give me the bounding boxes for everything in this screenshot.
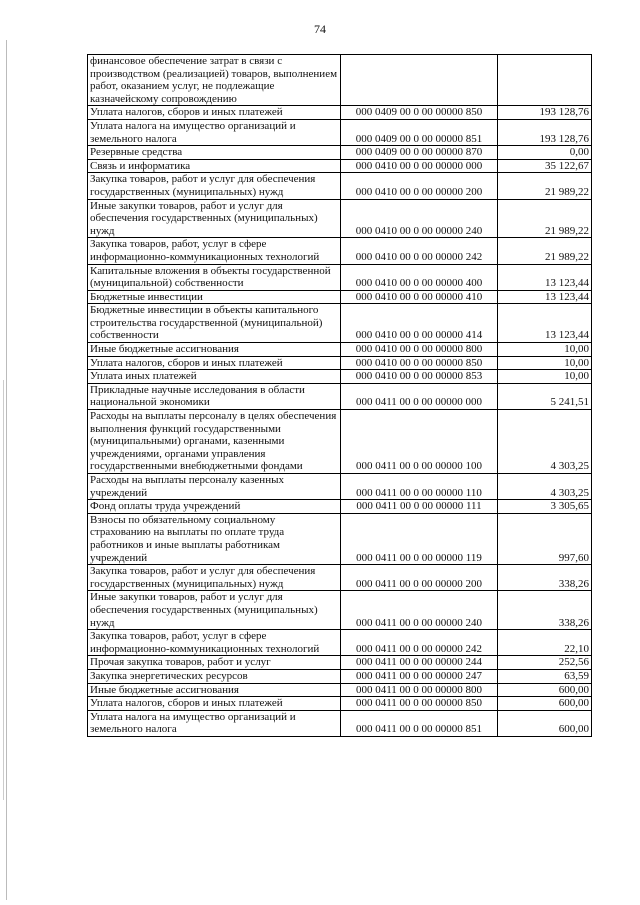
row-sum-cell: 338,26	[498, 565, 592, 591]
row-code-cell: 000 0411 00 0 00 00000 240	[341, 591, 498, 630]
row-sum-cell: 4 303,25	[498, 474, 592, 500]
table-row	[88, 199, 592, 238]
row-sum-cell: 193 128,76	[498, 106, 592, 120]
row-name-cell: финансовое обеспечение затрат в связи с производством (реализацией) товаров, выполнением работ, оказанием услуг, не подлежащие казначейскому сопровождению	[88, 55, 341, 106]
row-sum-cell: 35 122,67	[498, 159, 592, 173]
row-sum-cell: 22,10	[498, 630, 592, 656]
row-name-cell: Иные бюджетные ассигнования	[88, 683, 341, 697]
row-sum-cell: 997,60	[498, 513, 592, 564]
table-row	[88, 55, 592, 106]
table-row	[88, 591, 592, 630]
table-row	[88, 669, 592, 683]
row-sum-cell: 4 303,25	[498, 410, 592, 474]
row-sum-cell: 21 989,22	[498, 173, 592, 199]
row-name-cell: Уплата иных платежей	[88, 370, 341, 384]
row-name-cell: Закупка товаров, работ и услуг для обеспечения государственных (муниципальных) нужд	[88, 565, 341, 591]
row-name-cell: Фонд оплаты труда учреждений	[88, 500, 341, 514]
row-code-cell: 000 0411 00 0 00 00000 100	[341, 410, 498, 474]
row-sum-cell: 252,56	[498, 656, 592, 670]
row-code-cell: 000 0409 00 0 00 00000 850	[341, 106, 498, 120]
row-code-cell: 000 0411 00 0 00 00000 111	[341, 500, 498, 514]
row-code-cell: 000 0410 00 0 00 00000 853	[341, 370, 498, 384]
table-row	[88, 565, 592, 591]
row-name-cell: Закупка товаров, работ и услуг для обеспечения государственных (муниципальных) нужд	[88, 173, 341, 199]
table-row	[88, 370, 592, 384]
row-code-cell: 000 0410 00 0 00 00000 000	[341, 159, 498, 173]
row-code-cell: 000 0410 00 0 00 00000 240	[341, 199, 498, 238]
table-row	[88, 383, 592, 409]
table-row	[88, 106, 592, 120]
row-name-cell: Капитальные вложения в объекты государственной (муниципальной) собственности	[88, 264, 341, 290]
row-sum-cell	[498, 55, 592, 106]
row-sum-cell: 13 123,44	[498, 264, 592, 290]
table-row	[88, 697, 592, 711]
row-sum-cell: 10,00	[498, 343, 592, 357]
row-name-cell: Бюджетные инвестиции	[88, 290, 341, 304]
page-number: 74	[314, 22, 326, 36]
row-code-cell: 000 0411 00 0 00 00000 851	[341, 710, 498, 736]
row-name-cell: Иные бюджетные ассигнования	[88, 343, 341, 357]
row-code-cell: 000 0410 00 0 00 00000 400	[341, 264, 498, 290]
row-sum-cell: 13 123,44	[498, 304, 592, 343]
table-row	[88, 500, 592, 514]
row-name-cell: Иные закупки товаров, работ и услуг для обеспечения государственных (муниципальных) нужд	[88, 199, 341, 238]
budget-table	[87, 54, 592, 737]
row-code-cell: 000 0411 00 0 00 00000 110	[341, 474, 498, 500]
row-name-cell: Расходы на выплаты персоналу в целях обеспечения выполнения функций государственными (муниципальными) органами, казенными учреждениями, органами управления государственными внебюджетными фондами	[88, 410, 341, 474]
table-row	[88, 656, 592, 670]
row-code-cell: 000 0409 00 0 00 00000 851	[341, 119, 498, 145]
table-row	[88, 474, 592, 500]
table-row	[88, 683, 592, 697]
scan-edge-line	[6, 40, 7, 900]
row-name-cell: Резервные средства	[88, 146, 341, 160]
budget-table-body	[88, 55, 592, 737]
row-code-cell: 000 0409 00 0 00 00000 870	[341, 146, 498, 160]
row-sum-cell: 600,00	[498, 697, 592, 711]
row-name-cell: Уплата налогов, сборов и иных платежей	[88, 106, 341, 120]
table-row	[88, 173, 592, 199]
row-code-cell: 000 0411 00 0 00 00000 242	[341, 630, 498, 656]
row-name-cell: Уплата налога на имущество организаций и земельного налога	[88, 119, 341, 145]
row-name-cell: Бюджетные инвестиции в объекты капитального строительства государственной (муниципальной) собственности	[88, 304, 341, 343]
row-sum-cell: 21 989,22	[498, 199, 592, 238]
row-sum-cell: 63,59	[498, 669, 592, 683]
row-name-cell: Прочая закупка товаров, работ и услуг	[88, 656, 341, 670]
row-name-cell: Расходы на выплаты персоналу казенных учреждений	[88, 474, 341, 500]
row-name-cell: Связь и информатика	[88, 159, 341, 173]
row-code-cell: 000 0411 00 0 00 00000 000	[341, 383, 498, 409]
row-sum-cell: 10,00	[498, 356, 592, 370]
row-code-cell: 000 0410 00 0 00 00000 200	[341, 173, 498, 199]
row-code-cell	[341, 55, 498, 106]
row-sum-cell: 600,00	[498, 710, 592, 736]
row-code-cell: 000 0410 00 0 00 00000 242	[341, 238, 498, 264]
row-sum-cell: 5 241,51	[498, 383, 592, 409]
row-sum-cell: 338,26	[498, 591, 592, 630]
row-code-cell: 000 0411 00 0 00 00000 119	[341, 513, 498, 564]
row-name-cell: Иные закупки товаров, работ и услуг для обеспечения государственных (муниципальных) нужд	[88, 591, 341, 630]
row-name-cell: Прикладные научные исследования в области национальной экономики	[88, 383, 341, 409]
table-row	[88, 119, 592, 145]
table-row	[88, 356, 592, 370]
row-name-cell: Закупка товаров, работ, услуг в сфере информационно-коммуникационных технологий	[88, 630, 341, 656]
table-row	[88, 146, 592, 160]
row-sum-cell: 193 128,76	[498, 119, 592, 145]
table-row	[88, 710, 592, 736]
row-code-cell: 000 0410 00 0 00 00000 414	[341, 304, 498, 343]
row-sum-cell: 21 989,22	[498, 238, 592, 264]
row-code-cell: 000 0411 00 0 00 00000 200	[341, 565, 498, 591]
row-code-cell: 000 0410 00 0 00 00000 800	[341, 343, 498, 357]
row-name-cell: Уплата налогов, сборов и иных платежей	[88, 356, 341, 370]
row-code-cell: 000 0410 00 0 00 00000 410	[341, 290, 498, 304]
table-row	[88, 290, 592, 304]
row-code-cell: 000 0411 00 0 00 00000 244	[341, 656, 498, 670]
table-row	[88, 304, 592, 343]
table-row	[88, 513, 592, 564]
table-row	[88, 343, 592, 357]
table-row	[88, 630, 592, 656]
row-sum-cell: 3 305,65	[498, 500, 592, 514]
row-sum-cell: 0,00	[498, 146, 592, 160]
row-code-cell: 000 0411 00 0 00 00000 800	[341, 683, 498, 697]
row-name-cell: Закупка энергетических ресурсов	[88, 669, 341, 683]
row-code-cell: 000 0410 00 0 00 00000 850	[341, 356, 498, 370]
scan-edge-line	[3, 380, 4, 800]
row-name-cell: Закупка товаров, работ, услуг в сфере информационно-коммуникационных технологий	[88, 238, 341, 264]
row-sum-cell: 10,00	[498, 370, 592, 384]
row-name-cell: Уплата налогов, сборов и иных платежей	[88, 697, 341, 711]
row-name-cell: Взносы по обязательному социальному страхованию на выплаты по оплате труда работников и иные выплаты работникам учреждений	[88, 513, 341, 564]
table-row	[88, 238, 592, 264]
row-sum-cell: 600,00	[498, 683, 592, 697]
table-row	[88, 159, 592, 173]
row-sum-cell: 13 123,44	[498, 290, 592, 304]
row-code-cell: 000 0411 00 0 00 00000 850	[341, 697, 498, 711]
row-name-cell: Уплата налога на имущество организаций и земельного налога	[88, 710, 341, 736]
row-code-cell: 000 0411 00 0 00 00000 247	[341, 669, 498, 683]
table-row	[88, 264, 592, 290]
table-row	[88, 410, 592, 474]
